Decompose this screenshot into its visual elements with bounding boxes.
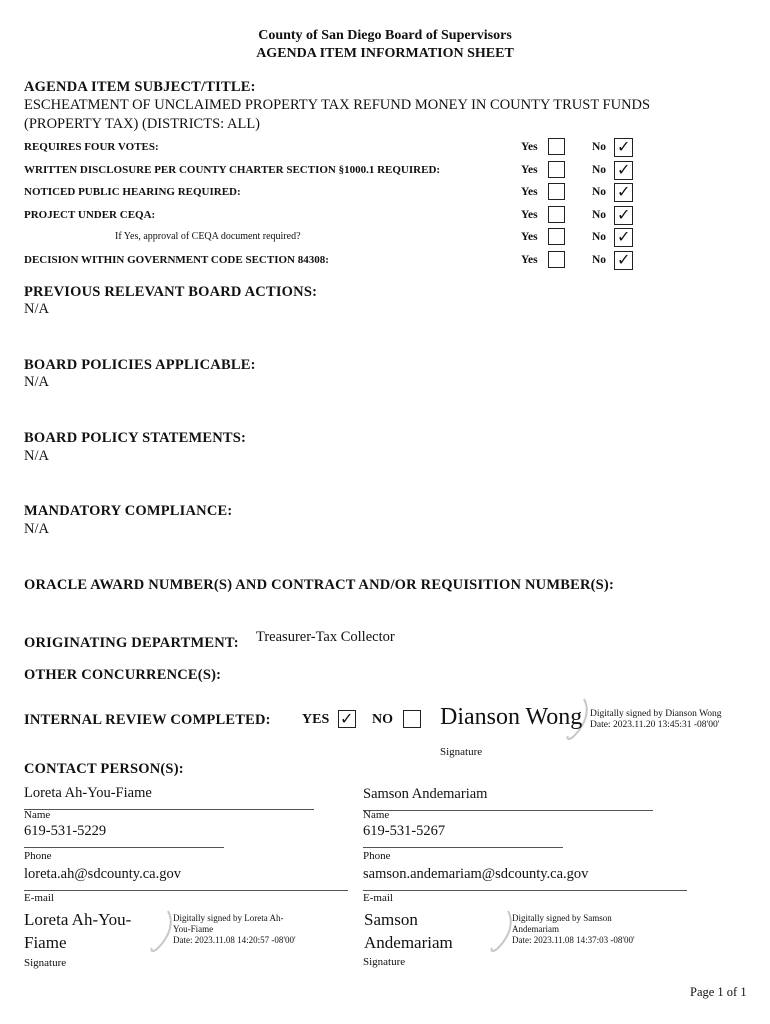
subject-line-1: ESCHEATMENT OF UNCLAIMED PROPERTY TAX REFUND MONEY IN COUNTY TRUST FUNDS [24,97,651,113]
signature-line: Andemariam [364,933,453,952]
yes-checkbox[interactable] [548,138,565,155]
question-label: WRITTEN DISCLOSURE PER COUNTY CHARTER SECTION §1000.1 REQUIRED: [24,164,441,176]
no-checkbox[interactable] [614,206,633,225]
contact-1-phone-label: Phone [24,850,52,862]
sheet-title: AGENDA ITEM INFORMATION SHEET [256,46,514,61]
no-checkbox[interactable] [614,251,633,270]
yes-label: Yes [521,141,538,153]
mandatory-compliance-value: N/A [24,521,49,537]
contact-1-name: Loreta Ah-You-Fiame [24,785,314,810]
board-policies-heading: BOARD POLICIES APPLICABLE: [24,357,256,373]
internal-review-signature-label: Signature [440,746,483,758]
checkmark-icon: ✓ [617,182,631,201]
checkmark-icon: ✓ [617,160,631,179]
contact-2-phone-label: Phone [363,850,391,862]
question-label: PROJECT UNDER CEQA: [24,209,156,221]
yes-label: Yes [521,209,538,221]
previous-actions-heading: PREVIOUS RELEVANT BOARD ACTIONS: [24,284,318,300]
internal-review-yes-label: YES [302,712,330,727]
checkmark-icon: ✓ [617,250,631,269]
internal-review-signed-block [590,709,722,731]
checkmark-icon: ✓ [617,227,631,246]
contact-2-signed-block [512,913,635,946]
checkmark-icon: ✓ [340,709,354,728]
yes-checkbox[interactable] [548,206,565,223]
internal-review-signer: Dianson Wong [440,704,583,730]
signed-line: Digitally signed by Dianson Wong [590,709,722,719]
no-label: No [592,186,607,198]
yes-checkbox[interactable] [548,251,565,268]
signed-date: Date: 2023.11.20 13:45:31 -08'00' [590,720,720,730]
signed-line: Digitally signed by Loreta Ah- [173,913,284,923]
subject-heading: AGENDA ITEM SUBJECT/TITLE: [24,79,256,95]
contact-1-signature [24,908,131,954]
question-row [0,160,770,182]
page-number: Page 1 of 1 [690,985,747,999]
signed-line: Digitally signed by Samson [512,913,612,923]
contact-1-name-label: Name [24,809,51,821]
sheet-county-title: County of San Diego Board of Supervisors [258,28,512,43]
contacts-heading: CONTACT PERSON(S): [24,761,184,777]
other-concurrence-label: OTHER CONCURRENCE(S): [24,667,222,683]
subject-text [24,96,724,134]
contact-1-email: loreta.ah@sdcounty.ca.gov [24,866,348,891]
oracle-heading: ORACLE AWARD NUMBER(S) AND CONTRACT AND/OR REQUISITION NUMBER(S): [24,577,614,593]
internal-review-yes-checkbox[interactable] [338,710,356,728]
mandatory-compliance-heading: MANDATORY COMPLIANCE: [24,503,233,519]
question-label: DECISION WITHIN GOVERNMENT CODE SECTION 84308: [24,254,329,266]
originating-department-label: ORIGINATING DEPARTMENT: [24,635,239,651]
yes-label: Yes [521,254,538,266]
question-row [0,137,770,159]
policy-statements-heading: BOARD POLICY STATEMENTS: [24,430,247,446]
contact-2-signature-label: Signature [363,956,406,968]
contact-2-phone: 619-531-5267 [363,823,563,848]
question-row [0,205,770,227]
contact-1-signed-block [173,913,296,946]
yes-checkbox[interactable] [548,183,565,200]
originating-department-value: Treasurer-Tax Collector [256,629,395,645]
signature-line: Samson [364,910,418,929]
no-checkbox[interactable] [614,183,633,202]
question-label: NOTICED PUBLIC HEARING REQUIRED: [24,186,241,198]
yes-checkbox[interactable] [548,161,565,178]
signed-date: Date: 2023.11.08 14:20:57 -08'00' [173,935,296,945]
checkmark-icon: ✓ [617,205,631,224]
no-checkbox[interactable] [614,138,633,157]
internal-review-no-label: NO [372,712,393,727]
no-label: No [592,254,607,266]
question-row [0,182,770,204]
contact-2-email-label: E-mail [363,892,393,904]
no-label: No [592,231,607,243]
no-label: No [592,209,607,221]
contact-2-name: Samson Andemariam [363,786,653,811]
no-label: No [592,141,607,153]
yes-label: Yes [521,231,538,243]
signed-date: Date: 2023.11.08 14:37:03 -08'00' [512,935,635,945]
board-policies-value: N/A [24,374,49,390]
yes-label: Yes [521,164,538,176]
signed-line: You-Fiame [173,924,214,934]
contact-2-email: samson.andemariam@sdcounty.ca.gov [363,866,687,891]
no-checkbox[interactable] [614,161,633,180]
contact-2-name-label: Name [363,809,390,821]
question-row [0,250,770,272]
subject-line-2: (PROPERTY TAX) (DISTRICTS: ALL) [24,116,261,132]
question-label: REQUIRES FOUR VOTES: [24,141,159,153]
policy-statements-value: N/A [24,448,49,464]
no-label: No [592,164,607,176]
yes-checkbox[interactable] [548,228,565,245]
question-label: If Yes, approval of CEQA document required? [115,231,301,242]
internal-review-label: INTERNAL REVIEW COMPLETED: [24,712,271,728]
contact-1-email-label: E-mail [24,892,54,904]
yes-label: Yes [521,186,538,198]
signature-line: Fiame [24,933,67,952]
contact-2-signature [364,908,453,954]
question-row [0,227,770,249]
signed-line: Andemariam [512,924,559,934]
checkmark-icon: ✓ [617,137,631,156]
internal-review-no-checkbox[interactable] [403,710,421,728]
previous-actions-value: N/A [24,301,49,317]
signature-line: Loreta Ah-You- [24,910,132,929]
no-checkbox[interactable] [614,228,633,247]
contact-1-signature-label: Signature [24,957,67,969]
contact-1-phone: 619-531-5229 [24,823,224,848]
